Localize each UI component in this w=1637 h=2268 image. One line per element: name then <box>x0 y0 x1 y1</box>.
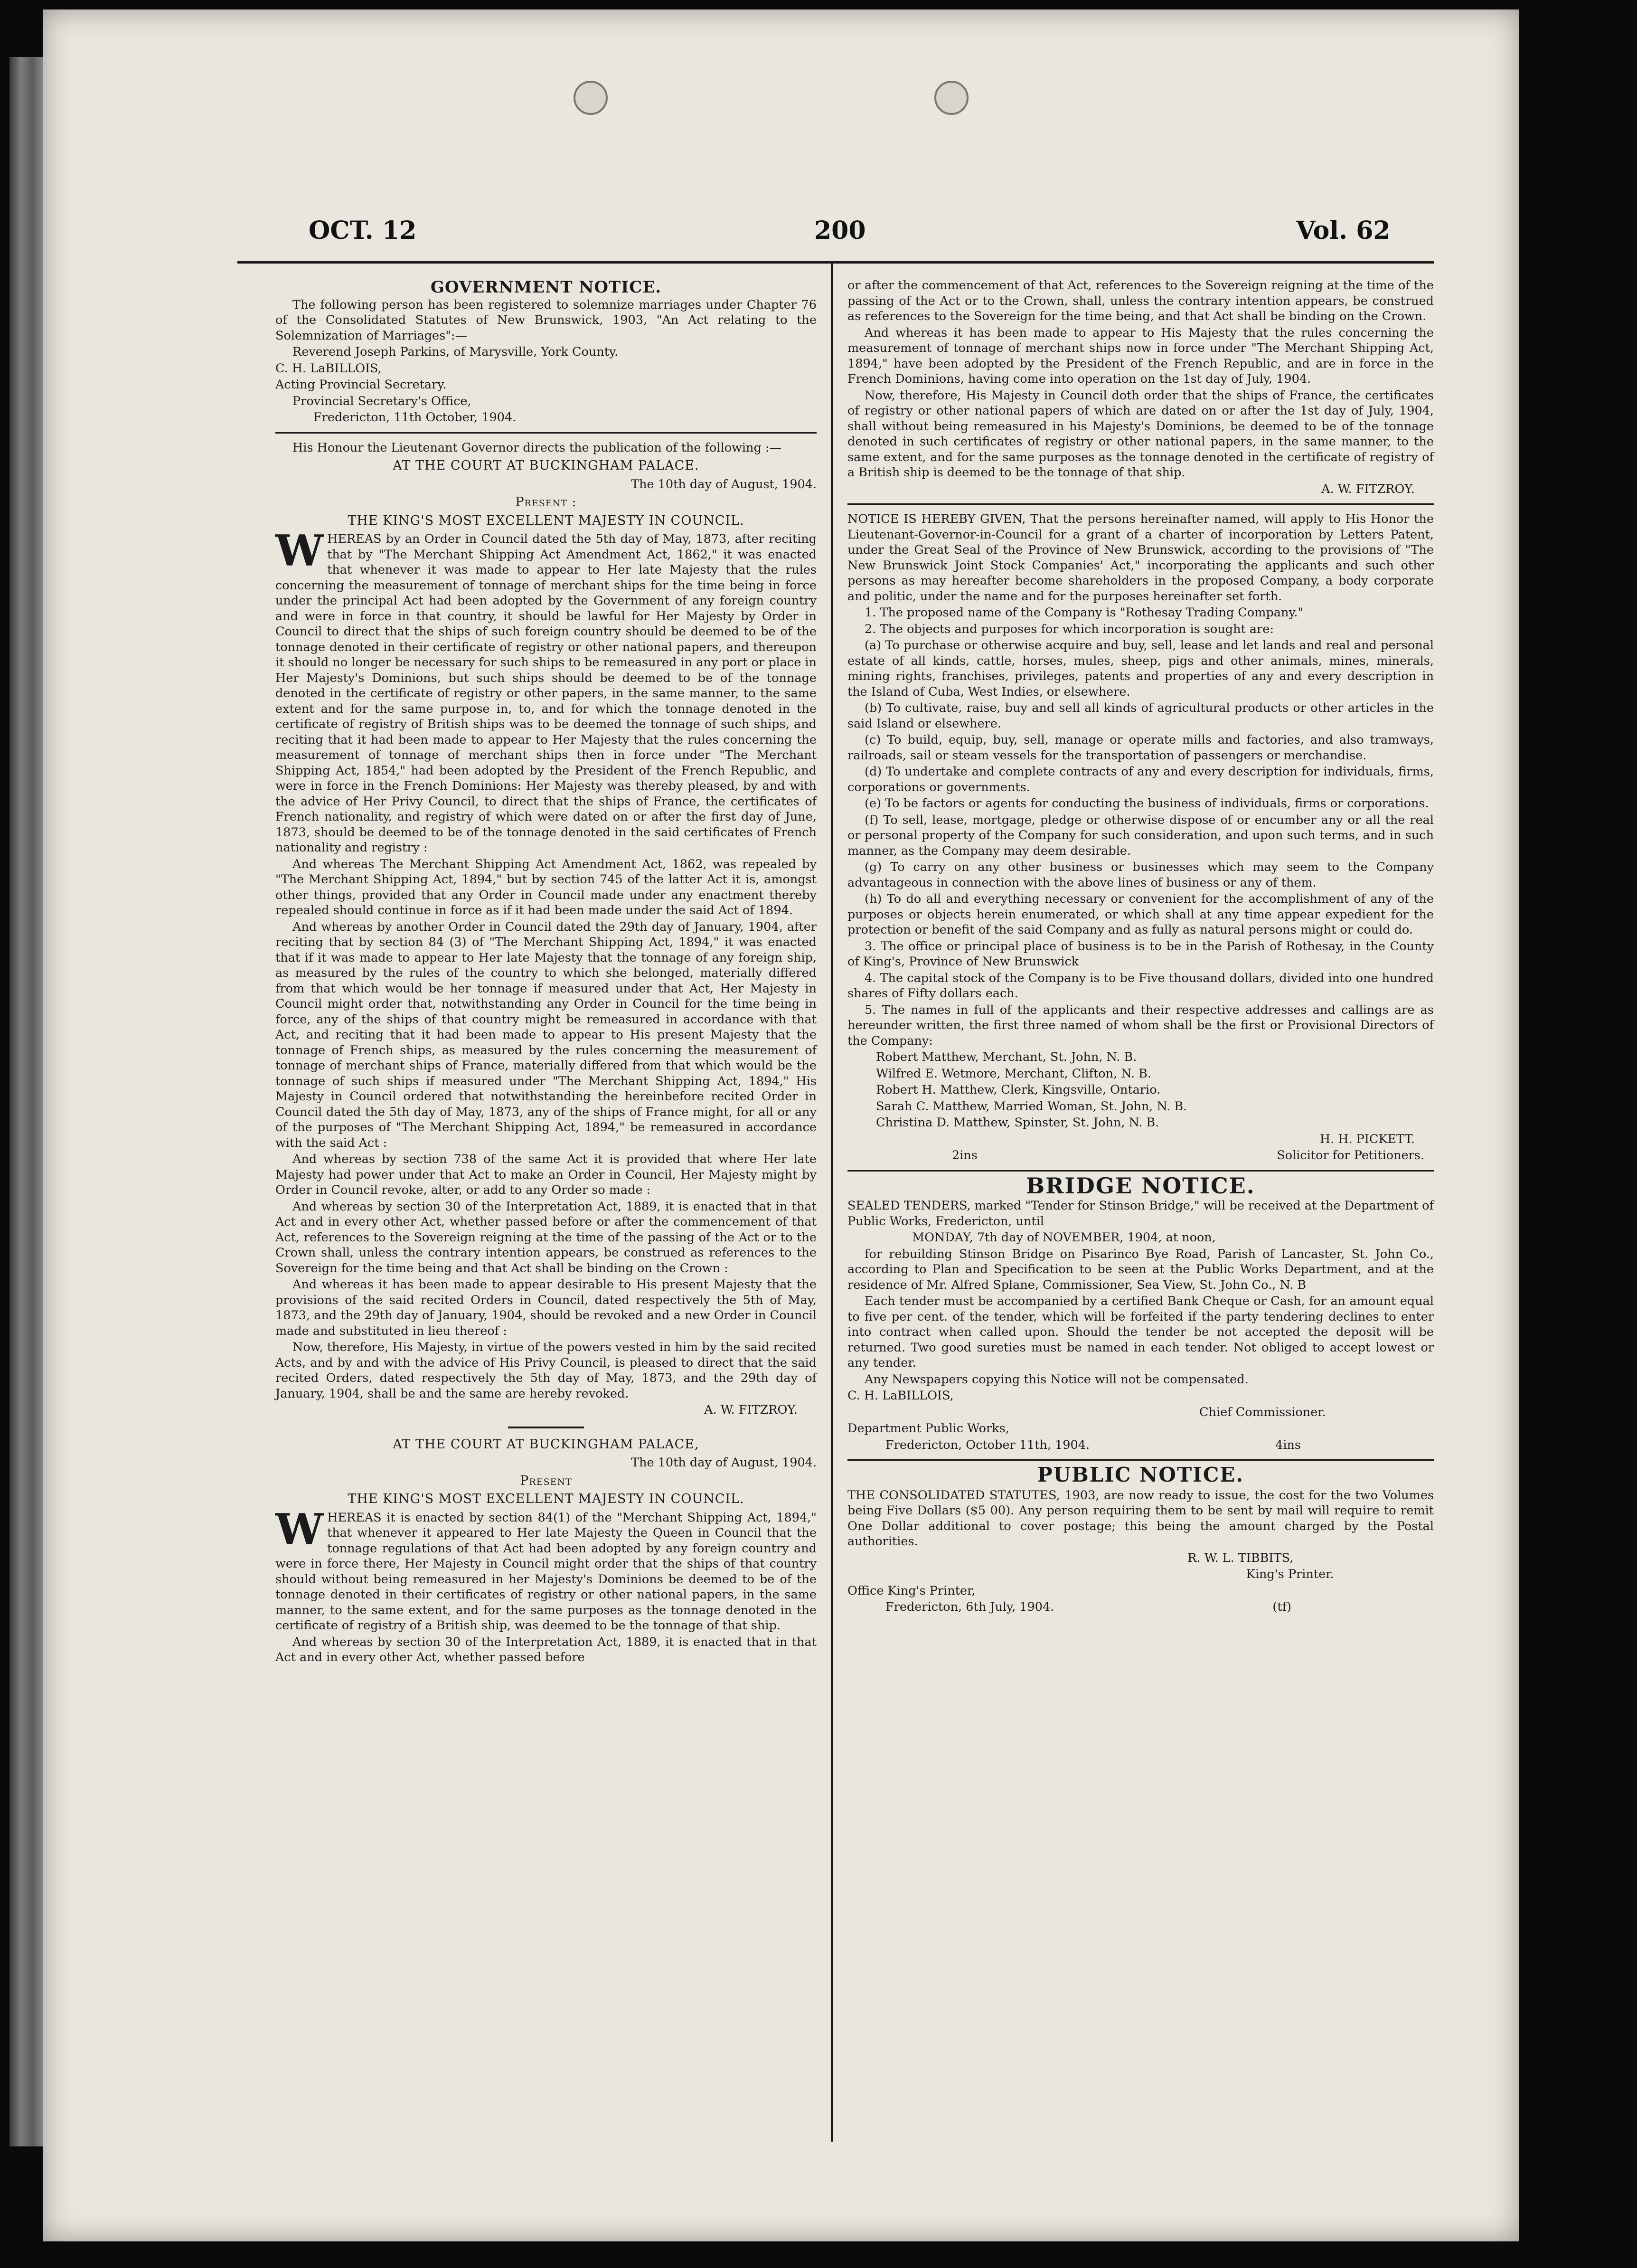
court2-para: WHEREAS it is enacted by section 84(1) of the "Merchant Shipping Act, 1894," that whenever it appeared to Her late Majesty the Queen in Council that the tonnage regulations of that Act had been adopted by any foreign country and were in force there, Her Majesty in Council might order that the ships of that country should without being remeasured in her Majesty's Dominions be deemed to be of the tonnage denoted in their certificates of registry or other national papers, in the same manner, to the same extent, and for the same purposes as the tonnage denoted in the certificate of registry of a British ship, was deemed to be the tonnage of that ship. <box>275 1504 817 1633</box>
notice-ins: 2ins <box>952 1148 978 1162</box>
applicant-list <box>847 1049 1434 1131</box>
court2-king: THE KING'S MOST EXCELLENT MAJESTY IN COUNCIL. <box>348 1492 744 1506</box>
court1-date: The 10th day of August, 1904. <box>631 477 817 491</box>
notice-signer-title: Solicitor for Petitioners. <box>1277 1148 1424 1162</box>
court2-date: The 10th day of August, 1904. <box>631 1455 817 1470</box>
gov-notice-office-date: Fredericton, 11th October, 1904. <box>313 410 517 425</box>
court1-present: Present : <box>515 495 577 510</box>
gazette-page <box>43 9 1519 2241</box>
court1-para: And whereas The Merchant Shipping Act Amendment Act, 1862, was repealed by "The Merchant Shipping Act, 1894," but by section 745 of the latter Act it is, amongst other things, provided that any Order in Council made under any enactment thereby repealed should continue in force as if it had been made under the said Act of 1894. <box>275 857 817 917</box>
bridge-notice-title: BRIDGE NOTICE. <box>1026 1172 1255 1199</box>
right-column <box>847 278 1434 1615</box>
punch-hole <box>934 81 969 115</box>
court1-para: And whereas by section 30 of the Interpretation Act, 1889, it is enacted that in that Act and in every other Act, whether passed before or after the commencement of that Act, references to the Sovereign reigning at the time of the passing of the Act or to the Crown shall, unless the contrary intention appears, be construed as references to the Sovereign for the time being and that Act shall be binding on the Crown : <box>275 1199 817 1276</box>
bridge-p1: SEALED TENDERS, marked "Tender for Stinson Bridge," will be received at the Department of Public Works, Fredericton, until <box>847 1199 1434 1228</box>
notice-item: (b) To cultivate, raise, buy and sell all kinds of agricultural products or other articles in the said Island or elsewhere. <box>847 701 1434 731</box>
header-rule <box>237 261 1434 264</box>
applicant-name: Robert H. Matthew, Clerk, Kingsville, Ontario. <box>876 1083 1161 1097</box>
notice-item: 5. The names in full of the applicants and their respective addresses and callings are as hereunder written, the first three named of whom shall be the first or Provisional Directors of the Company: <box>847 1002 1434 1048</box>
public-signer-title: King's Printer. <box>1246 1567 1334 1581</box>
page-header <box>43 214 1519 256</box>
bridge-signer: C. H. LaBILLOIS, <box>847 1389 954 1403</box>
public-office: Office King's Printer, <box>847 1583 976 1598</box>
section-rule <box>847 1459 1434 1461</box>
public-office-date: Fredericton, 6th July, 1904. <box>885 1600 1054 1614</box>
notice-item: 1. The proposed name of the Company is "Rothesay Trading Company." <box>865 605 1304 620</box>
gov-notice-person: Reverend Joseph Parkins, of Marysville, York County. <box>292 345 619 359</box>
bridge-footer <box>847 1437 1434 1453</box>
notice-footer <box>847 1148 1434 1163</box>
bridge-signer-title: Chief Commissioner. <box>1199 1405 1326 1419</box>
bridge-date-line: MONDAY, 7th day of NOVEMBER, 1904, at noon, <box>912 1230 1216 1245</box>
court1-king: THE KING'S MOST EXCELLENT MAJESTY IN COUNCIL. <box>348 513 744 528</box>
continuation-para: or after the commencement of that Act, references to the Sovereign reigning at the time of the passing of the Act or to the Crown, shall, unless the contrary intention appears, be construed as references to the Sovereign for the time being, and that Act shall be binding on the Crown. <box>847 278 1434 323</box>
notice-item: 4. The capital stock of the Company is to be Five thousand dollars, divided into one hundred shares of Fifty dollars each. <box>847 971 1434 1001</box>
court2-para: And whereas by section 30 of the Interpretation Act, 1889, it is enacted that in that Act and in every other Act, whether passed before <box>275 1635 817 1664</box>
continuation-signer: A. W. FITZROY. <box>1321 482 1415 496</box>
gov-notice-body: The following person has been registered to solemnize marriages under Chapter 76 of the Consolidated Statutes of New Brunswick, 1903, "An Act relating to the Solemnization of Marriages":— <box>275 297 817 343</box>
court1-para: And whereas by section 738 of the same Act it is provided that where Her late Majesty had power under that Act to make an Order in Council, Her Majesty might by Order in Council revoke, alter, or add to any Order so made : <box>275 1152 817 1197</box>
notice-signer: H. H. PICKETT. <box>1319 1132 1415 1146</box>
court1-signer: A. W. FITZROY. <box>704 1403 798 1417</box>
section-rule <box>847 1170 1434 1172</box>
section-separator <box>508 1427 584 1428</box>
court2-present: Present <box>520 1473 572 1488</box>
left-column <box>275 278 817 1666</box>
applicant-name: Wilfred E. Wetmore, Merchant, Clifton, N. B. <box>876 1066 1151 1081</box>
court1-para: And whereas it has been made to appear desirable to His present Majesty that the provisions of the said recited Orders in Council, dated respectively the 5th of May, 1873, and the 29th day of January, 1904, should be revoked and a new Order in Council made and substituted in lieu thereof : <box>275 1277 817 1338</box>
notice-item: 2. The objects and purposes for which incorporation is sought are: <box>865 622 1274 636</box>
court1-heading: AT THE COURT AT BUCKINGHAM PALACE. <box>393 458 699 473</box>
public-notice-title: PUBLIC NOTICE. <box>1037 1463 1244 1486</box>
header-volume: Vol. 62 <box>1296 216 1391 245</box>
court1-para: WHEREAS by an Order in Council dated the 5th day of May, 1873, after reciting that by "The Merchant Shipping Act Amendment Act, 1862," it was enacted that whenever it was made to appear to Her late Majesty that the rules concerning the measurement of tonnage of merchant ships for the time being in force under the principal Act had been adopted by the Government of any foreign country and were in force in that country, it should be lawful for Her Majesty by Order in Council to direct that the ships of such foreign country should be deemed to be of the tonnage denoted in their certificate of registry or other national papers, and thereupon it should no longer be necessary for such ships to be remeasured in any port or place in Her Majesty's Dominions, but such ships should be deemed to be of the tonnage denoted in the certificate of registry or other papers, in the same manner, to the same extent and for the same purpose in, to, and for which the tonnage denoted in the certificate of registry of British ships was to be deemed the tonnage of such ships, and reciting that it had been made to appear to Her Majesty that the rules concerning the measurement of tonnage of merchant ships then in force under "The Merchant Shipping Act, 1854," had been adopted by the President of the French Republic, and were in force in the French Dominions: Her Majesty was thereby pleased, by and with the advice of Her Privy Council, to direct that the ships of France, the certificates of French nationality, and registry of which were dated on or after the first day of June, 1873, should be deemed to be of the tonnage denoted in the said certificates of French nationality and registry : <box>275 526 817 855</box>
notice-item: (e) To be factors or agents for conducting the business of individuals, firms or corporations. <box>865 796 1429 811</box>
bridge-dept: Department Public Works, <box>847 1421 1009 1436</box>
applicant-name: Sarah C. Matthew, Married Woman, St. John, N. B. <box>876 1099 1187 1114</box>
notice-item: (f) To sell, lease, mortgage, pledge or otherwise dispose of or encumber any or all the real or personal property of the Company for such consideration, and upon such terms, and in such manner, as the Company may deem desirable. <box>847 813 1434 858</box>
bridge-dept-date: Fredericton, October 11th, 1904. <box>885 1437 1090 1452</box>
punch-hole <box>574 81 608 115</box>
gov-notice-signer: C. H. LaBILLOIS, <box>275 361 382 376</box>
public-footer <box>847 1599 1434 1615</box>
notice-intro: NOTICE IS HEREBY GIVEN, That the persons hereinafter named, will apply to His Honor the Lieutenant-Governor-in-Council for a grant of a charter of incorporation by Letters Patent, under the Great Seal of the Province of New Brunswick, according to the provisions of "The New Brunswick Joint Stock Companies' Act," incorporating the applicants and such other persons as may hereafter become shareholders in the proposed Company, a body corporate and politic, under the name and for the purposes hereinafter set forth. <box>847 512 1434 604</box>
court2-heading: AT THE COURT AT BUCKINGHAM PALACE, <box>393 1436 699 1452</box>
section-rule <box>275 432 817 434</box>
bridge-p4: Any Newspapers copying this Notice will not be compensated. <box>865 1372 1249 1387</box>
column-divider <box>831 264 833 2142</box>
court1-para: And whereas by another Order in Council dated the 29th day of January, 1904, after reciting that by section 84 (3) of "The Merchant Shipping Act, 1894," it was enacted that if it was made to appear to Her late Majesty that the tonnage of any foreign ship, as measured by the rules of the country to which she belonged, materially differed from that which would be her tonnage if measured under that Act, Her Majesty in Council might order that, notwithstanding any Order in Council for the time being in force, any of the ships of that country might be remeasured in accordance with that Act, and reciting that it had been made to appear to His present Majesty that the tonnage of French ships, as measured by the rules concerning the measurement of tonnage of merchant ships of France, materially differed from that which would be the tonnage of such ships if measured under "The Merchant Shipping Act, 1894," His Majesty in Council ordered that notwithstanding the hereinbefore recited Order in Council dated the 5th day of May, 1873, any of the ships of France might, for all or any of the purposes of "The Merchant Shipping Act, 1894," be remeasured in accordance with the said Act : <box>275 919 817 1150</box>
continuation-para: Now, therefore, His Majesty in Council doth order that the ships of France, the certificates of registry or other national papers of which are dated on or after the 1st day of July, 1904, shall without being remeasured in his Majesty's Dominions, be deemed to be of the tonnage denoted in such certificates of registry or other national papers, in the same manner, to the same extent, and for the same purposes as the tonnage denoted in the certificate of registry of a British ship is deemed to be the tonnage of that ship. <box>847 388 1434 480</box>
gov-notice-office: Provincial Secretary's Office, <box>292 394 471 408</box>
gov-notice-signer-title: Acting Provincial Secretary. <box>275 378 447 392</box>
notice-item: 3. The office or principal place of business is to be in the Parish of Rothesay, in the County of King's, Province of New Brunswick <box>847 939 1434 969</box>
notice-item: (g) To carry on any other business or businesses which may seem to the Company advantageous in connection with the above lines of business or any of them. <box>847 860 1434 890</box>
notice-item: (d) To undertake and complete contracts of any and every description for individuals, firms, corporations or governments. <box>847 765 1434 794</box>
bridge-ins: 4ins <box>1275 1437 1301 1452</box>
header-date: OCT. 12 <box>309 216 417 245</box>
public-notice-body: THE CONSOLIDATED STATUTES, 1903, are now ready to issue, the cost for the two Volumes being Five Dollars ($5 00). Any person requiring them to be sent by mail will require to remit One Dollar additional to cover postage; this being the amount charged by the Postal authorities. <box>847 1488 1434 1549</box>
bridge-p2: for rebuilding Stinson Bridge on Pisarinco Bye Road, Parish of Lancaster, St. John Co., according to Plan and Specification to be seen at the Public Works Department, and at the residence of Mr. Alfred Splane, Commissioner, Sea View, St. John Co., N. B <box>847 1247 1434 1292</box>
continuation-para: And whereas it has been made to appear to His Majesty that the rules concerning the measurement of tonnage of merchant ships now in force under "The Merchant Shipping Act, 1894," have been adopted by the President of the French Republic, and are in force in the French Dominions, having come into operation on the 1st day of July, 1904. <box>847 325 1434 386</box>
notice-item: (c) To build, equip, buy, sell, manage or operate mills and factories, and also tramways, railroads, sail or steam vessels for the transportation of passengers or merchandise. <box>847 733 1434 763</box>
honour-directs: His Honour the Lieutenant Governor directs the publication of the following :— <box>292 440 781 455</box>
applicant-name: Christina D. Matthew, Spinster, St. John, N. B. <box>876 1115 1159 1130</box>
notice-item: (h) To do all and everything necessary or convenient for the accomplishment of any of the purposes or objects herein enumerated, or which shall at any time appear expedient for the protection or benefit of the said Company and as fully as natural persons might or could do. <box>847 892 1434 937</box>
notice-item: (a) To purchase or otherwise acquire and buy, sell, lease and let lands and real and personal estate of all kinds, cattle, horses, mules, sheep, pigs and other animals, mines, minerals, mining rights, franchises, privileges, patents and properties of any and every description in the Island of Cuba, West Indies, or elsewhere. <box>847 638 1434 699</box>
bridge-p3: Each tender must be accompanied by a certified Bank Cheque or Cash, for an amount equal to five per cent. of the tender, which will be forfeited if the party tendering declines to enter into contract when called upon. Should the tender be not accepted the deposit will be returned. Two good sureties must be named in each tender. Not obliged to accept lowest or any tender. <box>847 1294 1434 1370</box>
public-tf: (tf) <box>1272 1600 1291 1614</box>
applicant-name: Robert Matthew, Merchant, St. John, N. B. <box>876 1050 1137 1064</box>
court1-para: Now, therefore, His Majesty, in virtue of the powers vested in him by the said recited Acts, and by and with the advice of His Privy Council, is pleased to direct that the said recited Orders, dated respectively the 5th day of May, 1873, and the 29th day of January, 1904, shall be and the same are hereby revoked. <box>275 1340 817 1401</box>
public-signer: R. W. L. TIBBITS, <box>1187 1550 1294 1565</box>
header-page-number: 200 <box>814 216 866 245</box>
section-rule <box>847 503 1434 505</box>
gov-notice-title: GOVERNMENT NOTICE. <box>430 278 662 297</box>
